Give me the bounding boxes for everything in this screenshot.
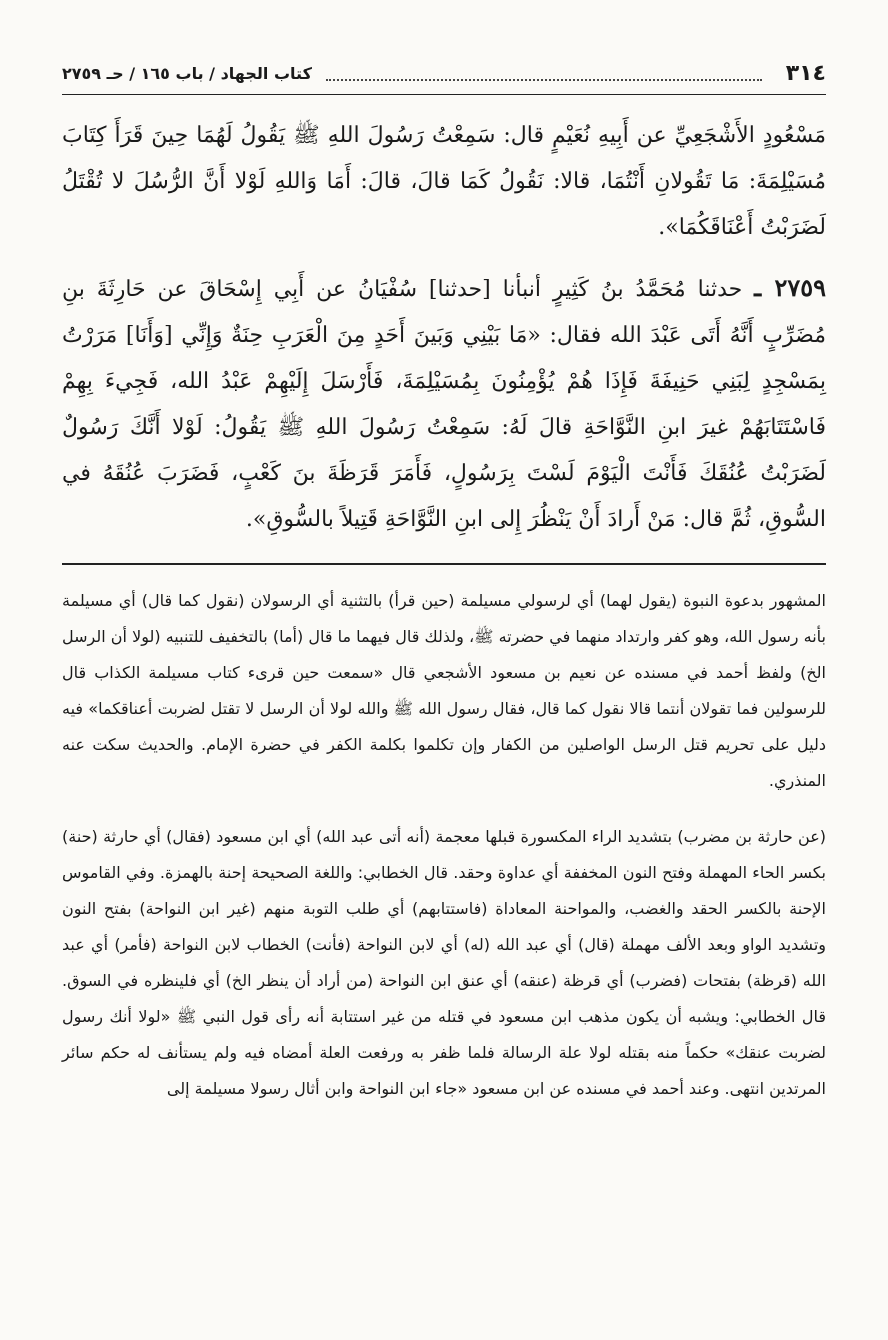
page-number: ٣١٤ <box>785 60 826 86</box>
commentary-paragraph-2: (عن حارثة بن مضرب) بتشديد الراء المكسورة قبلها معجمة (أنه أتى عبد الله) أي ابن مسعود (فقال) أي حارثة (حنة) بكسر الحاء المهملة وفتح النون المخففة أي عداوة وحقد. قال الخطابي: واللغة الصحيحة إحنة بالهمزة. وفي القاموس الإحنة بالكسر الحقد والغضب، والمواحنة المعاداة (فاستتابهم) أي طلب التوبة منهم (غير ابن النواحة) بفتح النون وتشديد الواو وبعد الألف مهملة (قال) أي عبد الله (له) أي لابن النواحة (فأنت) الخطاب لابن النواحة (فأمر) أي عبد الله (قرظة) بفتحات (فضرب) أي قرظة (عنقه) أي عنق ابن النواحة (من أراد أن ينظر الخ) أي فلينظره في السوق. قال الخطابي: ويشبه أن يكون مذهب ابن مسعود في قتله من غير استتابة أنه رأى قول النبي ﷺ «لولا أنك رسول لضربت عنقك» حكماً منه بقتله لولا علة الرسالة فلما ظفر به ورفعت العلة أمضاه فيه ولم يستأنف له حكم سائر المرتدين انتهى. وعند أحمد في مسنده عن ابن مسعود «جاء ابن النواحة وابن أثال رسولا مسيلمة إلى <box>62 827 826 1098</box>
header-dot-leader <box>326 65 762 81</box>
hadith-number: ٢٧٥٩ ـ <box>754 273 826 302</box>
hadith-paragraph-2759 <box>62 265 826 543</box>
commentary-text <box>62 583 826 1107</box>
hadith-body: حدثنا مُحَمَّدُ بنُ كَثِيرٍ أنبأنا [حدثنا] سُفْيَانُ عن أَبِي إِسْحَاقَ عن حَارِثَةَ بنِ مُضَرِّبٍ أَنَّهُ أَتَى عَبْدَ الله فقال: «مَا بَيْنِي وَبَينَ أَحَدٍ مِنَ الْعَرَبِ حِنَةٌ وَإِنِّي [وَأَنَا] مَرَرْتُ بِمَسْجِدٍ لِبَنِي حَنِيفَةَ فَإِذَا هُمْ يُؤْمِنُونَ بِمُسَيْلِمَةَ، فَأَرْسَلَ إِلَيْهِمْ عَبْدُ الله، فَجِيءَ بِهِمْ فَاسْتَتَابَهُمْ غيرَ ابنِ النَّوَّاحَةِ قالَ لَهُ: سَمِعْتُ رَسُولَ اللهِ ﷺ يَقُولُ: لَوْلا أَنَّكَ رَسُولٌ لَضَرَبْتُ عُنُقَكَ فَأَنْتَ الْيَوْمَ لَسْتَ بِرَسُولٍ، فَأَمَرَ قَرَظَةَ بنَ كَعْبٍ، فَضَرَبَ عُنُقَهُ في السُّوقِ، ثُمَّ قال: مَنْ أَرادَ أَنْ يَنْظُرَ إِلى ابنِ النَّوَّاحَةِ قَتِيلاً بالسُّوقِ». <box>62 277 826 532</box>
page-header <box>62 52 826 95</box>
hadith-text <box>62 113 826 543</box>
commentary-divider <box>62 563 826 565</box>
commentary-paragraph-1: المشهور بدعوة النبوة (يقول لهما) أي لرسولي مسيلمة (حين قرأ) بالتثنية أي الرسولان (نقول كما قال) أي مسيلمة بأنه رسول الله، وهو كفر وارتداد منهما في حضرته ﷺ، ولذلك قال فيهما ما قال (أما) بالتخفيف للتنبيه (لولا أن الرسل الخ) ولفظ أحمد في مسنده عن نعيم بن مسعود الأشجعي قال «سمعت حين قرىء كتاب مسيلمة الكذاب قال للرسولين فما تقولان أنتما قالا نقول كما قال، فقال رسول الله ﷺ والله لولا أن الرسل لا تقتل لضربت أعناقكما» فيه دليل على تحريم قتل الرسل الواصلين من الكفار وإن تكلموا بكلمة الكفر في حضرة الإمام. والحديث سكت عنه المنذري. <box>62 591 826 790</box>
hadith-paragraph-continuation: مَسْعُودٍ الأَشْجَعِيِّ عن أَبِيهِ نُعَيْمٍ قال: سَمِعْتُ رَسُولَ اللهِ ﷺ يَقُولُ لَهُمَا حِينَ قَرَأَ كِتَابَ مُسَيْلِمَةَ: مَا تَقُولانِ أَنْتُمَا، قالا: نَقُولُ كَمَا قالَ، قالَ: أَمَا وَاللهِ لَوْلا أَنَّ الرُّسُلَ لا تُقْتَلُ لَضَرَبْتُ أَعْنَاقَكُمَا». <box>62 123 826 240</box>
running-title: كتاب الجهاد / باب ١٦٥ / حـ ٢٧٥٩ <box>62 63 312 83</box>
